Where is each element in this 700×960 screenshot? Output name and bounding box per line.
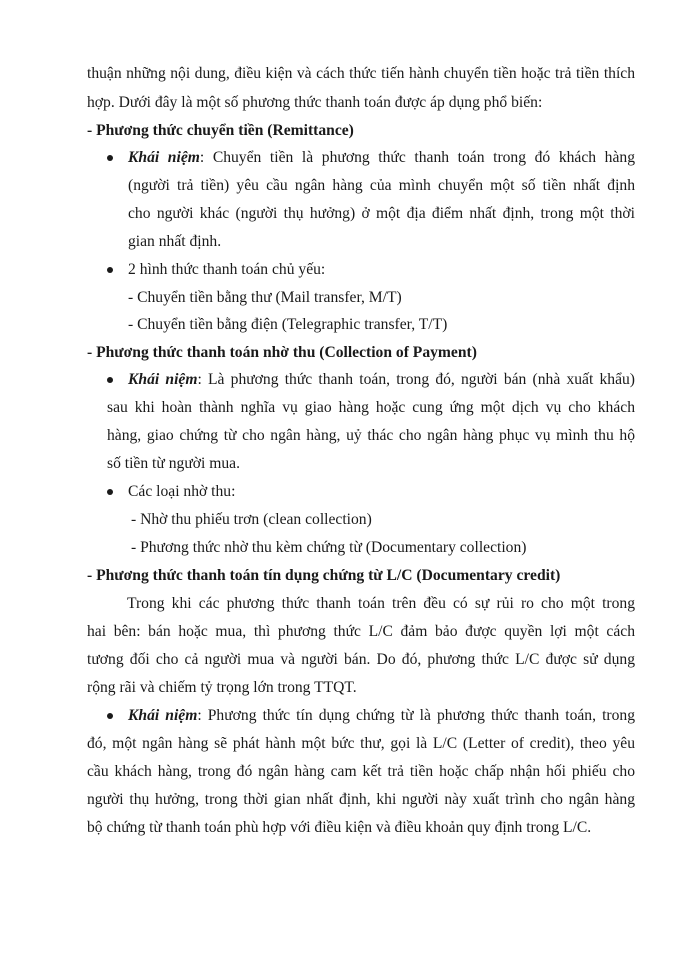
lc-concept-line-5: bộ chứng từ thanh toán phù hợp với điều kiện và điều khoản quy định trong L/C. [87, 819, 592, 836]
lc-heading: - Phương thức thanh toán tín dụng chứng từ L/C (Documentary credit) [87, 567, 561, 584]
remittance-form-item: - Chuyển tiền bằng điện (Telegraphic transfer, T/T) [128, 316, 448, 333]
collection-types-title: Các loại nhờ thu: [128, 483, 236, 500]
collection-concept-line-1: Khái niệm: Là phương thức thanh toán, trong đó, người bán (nhà xuất khẩu) [128, 371, 635, 388]
remittance-concept-line-2: (người trả tiền) yêu cầu ngân hàng của mình chuyển một số tiền nhất định [128, 177, 635, 194]
remittance-concept-line-1: Khái niệm: Chuyển tiền là phương thức thanh toán trong đó khách hàng [128, 149, 635, 166]
collection-heading: - Phương thức thanh toán nhờ thu (Collection of Payment) [87, 344, 477, 361]
remittance-heading: - Phương thức chuyển tiền (Remittance) [87, 122, 354, 139]
lc-concept-line-3: cầu khách hàng, trong đó ngân hàng cam kết trả tiền hoặc chấp nhận hối phiếu cho [87, 763, 635, 780]
bullet-icon [107, 713, 113, 719]
collection-type-item: - Phương thức nhờ thu kèm chứng từ (Documentary collection) [131, 539, 527, 556]
lc-concept-line-4: người thụ hưởng, trong thời gian nhất định, khi người này xuất trình cho ngân hàng [87, 791, 635, 808]
lc-paragraph-line-2: hai bên: bán hoặc mua, thì phương thức L/C đảm bảo được quyền lợi một cách [87, 623, 635, 640]
remittance-forms-title: 2 hình thức thanh toán chủ yếu: [128, 261, 326, 278]
bullet-icon [107, 489, 113, 495]
bullet-icon [107, 155, 113, 161]
intro-line-1: thuận những nội dung, điều kiện và cách thức tiến hành chuyển tiền hoặc trả tiền thích [87, 65, 635, 82]
concept-label: Khái niệm [128, 371, 198, 388]
lc-concept-line-1: Khái niệm: Phương thức tín dụng chứng từ là phương thức thanh toán, trong [128, 707, 635, 724]
lc-paragraph-line-1: Trong khi các phương thức thanh toán trên đều có sự rủi ro cho một trong [127, 595, 635, 612]
collection-concept-line-4: số tiền từ người mua. [107, 455, 240, 472]
lc-concept-line-2: đó, một ngân hàng sẽ phát hành một bức thư, gọi là L/C (Letter of credit), theo yêu [87, 735, 635, 752]
collection-concept-line-2: sau khi hoàn thành nghĩa vụ giao hàng hoặc cung ứng một dịch vụ cho khách [107, 399, 635, 416]
remittance-concept-line-4: gian nhất định. [128, 233, 222, 250]
collection-concept-line-3: hàng, giao chứng từ cho ngân hàng, uỷ thác cho ngân hàng phục vụ mình thu hộ [107, 427, 635, 444]
remittance-form-item: - Chuyển tiền bằng thư (Mail transfer, M/T) [128, 289, 402, 306]
bullet-icon [107, 267, 113, 273]
remittance-concept-line-3: cho người khác (người thụ hưởng) ở một địa điểm nhất định, trong một thời [128, 205, 635, 222]
lc-paragraph-line-4: rộng rãi và chiếm tỷ trọng lớn trong TTQT. [87, 679, 357, 696]
collection-type-item: - Nhờ thu phiếu trơn (clean collection) [131, 511, 372, 528]
lc-paragraph-line-3: tương đối cho cả người mua và người bán. Do đó, phương thức L/C được sử dụng [87, 651, 635, 668]
intro-line-2: hợp. Dưới đây là một số phương thức thanh toán được áp dụng phổ biến: [87, 94, 543, 111]
concept-label: Khái niệm [128, 707, 198, 724]
bullet-icon [107, 377, 113, 383]
concept-label: Khái niệm [128, 149, 200, 166]
